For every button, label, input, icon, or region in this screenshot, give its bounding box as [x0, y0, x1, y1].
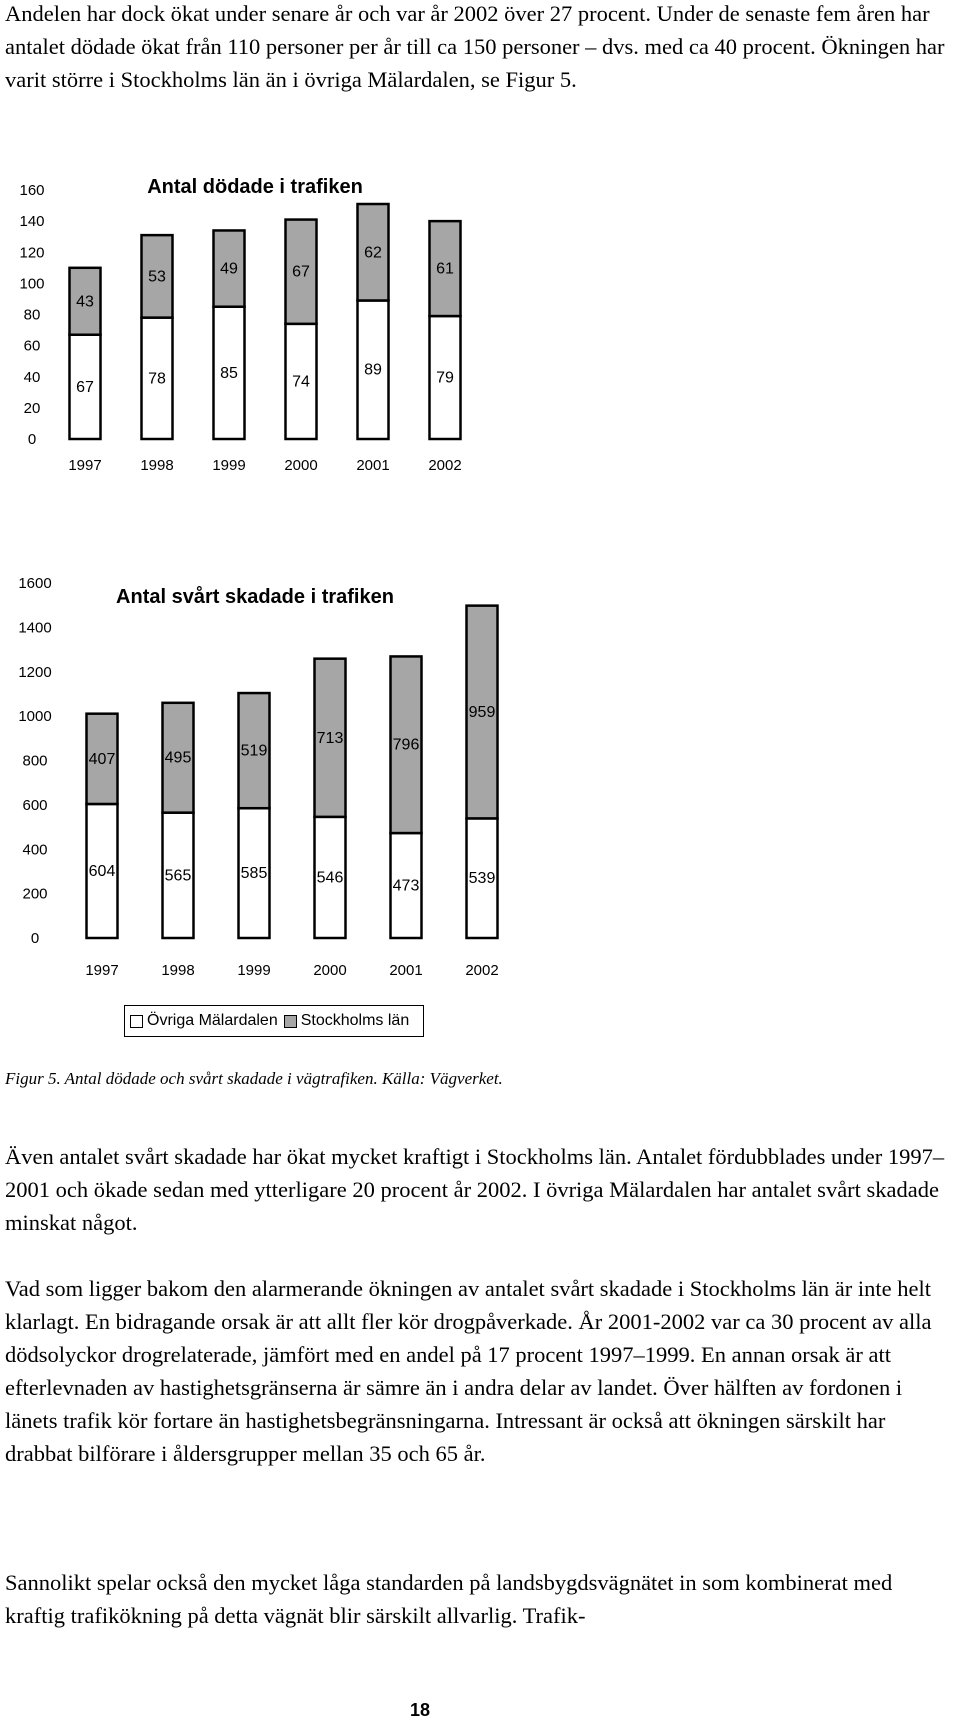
bar-value-label: 67 — [76, 378, 94, 396]
legend-swatch — [130, 1015, 143, 1028]
y-tick-label: 20 — [23, 399, 41, 417]
x-tick-label: 1999 — [212, 457, 246, 474]
bar-value-label: 89 — [364, 361, 382, 379]
bar-value-label: 78 — [148, 370, 166, 388]
page-number: 18 — [409, 1700, 431, 1720]
legend-swatch — [284, 1015, 297, 1028]
x-tick-label: 1998 — [161, 962, 195, 979]
y-tick-label: 600 — [22, 796, 48, 814]
y-tick-label: 1000 — [18, 708, 52, 726]
y-tick-label: 60 — [23, 337, 41, 355]
y-tick-label: 800 — [22, 752, 48, 770]
chart-title: Antal svårt skadade i trafiken — [116, 586, 394, 608]
x-tick-label: 2002 — [465, 962, 499, 979]
body-paragraph: Sannolikt spelar också den mycket låga standarden på landsbygdsvägnätet in som kombinerat med kraftig trafikökning på detta vägnät blir särskilt allvarlig. Trafik- — [5, 1570, 893, 1628]
y-tick-label: 120 — [19, 244, 45, 262]
bar-value-label: 53 — [148, 268, 166, 286]
bar-value-label: 565 — [164, 867, 192, 885]
bar-value-label: 67 — [292, 263, 310, 281]
chart-svart-skadade — [0, 555, 540, 985]
bar-value-label: 796 — [392, 736, 420, 754]
y-tick-label: 160 — [19, 182, 45, 199]
y-tick-label: 100 — [19, 275, 45, 293]
bar-value-label: 79 — [436, 369, 454, 387]
chart-dodade — [0, 155, 540, 525]
x-tick-label: 2000 — [284, 457, 318, 474]
intro-paragraph: Andelen har dock ökat under senare år och var år 2002 över 27 procent. Under de senaste fem åren har antalet dödade ökat från 110 personer per år till ca 150 personer – dvs. med ca 40 procent. Ökningen har varit större i Stockholms län än i övriga Mälardalen, se Figur 5. — [5, 1, 945, 92]
x-tick-label: 2002 — [428, 457, 462, 474]
legend-item-stockholm — [284, 1012, 410, 1030]
y-tick-label: 0 — [27, 431, 37, 448]
x-tick-label: 1998 — [140, 457, 174, 474]
bar-value-label: 585 — [240, 865, 268, 883]
bar-value-label: 959 — [468, 704, 496, 722]
bar-value-label: 407 — [88, 750, 116, 768]
y-tick-label: 140 — [19, 213, 45, 231]
bar-value-label: 473 — [392, 877, 420, 895]
bar-value-label: 74 — [292, 373, 310, 391]
bar-value-label: 495 — [164, 749, 192, 767]
x-tick-label: 1999 — [237, 962, 271, 979]
figure-caption: Figur 5. Antal dödade och svårt skadade i vägtrafiken. Källa: Vägverket. — [5, 1069, 503, 1088]
y-tick-label: 0 — [30, 930, 40, 947]
y-tick-label: 200 — [22, 885, 48, 903]
y-tick-label: 80 — [23, 306, 41, 324]
legend-label: Övriga Mälardalen — [147, 1012, 278, 1029]
x-tick-label: 2000 — [313, 962, 347, 979]
bar-value-label: 61 — [436, 260, 454, 278]
bar-value-label: 713 — [316, 729, 344, 747]
y-tick-label: 1400 — [18, 619, 52, 637]
chart-title: Antal dödade i trafiken — [147, 176, 363, 198]
bar-value-label: 85 — [220, 364, 238, 382]
bar-value-label: 43 — [76, 293, 94, 311]
body-paragraph: Vad som ligger bakom den alarmerande ökningen av antalet svårt skadade i Stockholms län är inte helt klarlagt. En bidragande orsak är att allt fler kör drogpåverkade. År 2001-2002 var ca 30 procent av alla dödsolyckor drogrelaterade, jämfört med en andel på 17 procent 1997–1999. En annan orsak är att efterlevnaden av hastighetsgränserna är sämre än i andra delar av landet. Över hälften av fordonen i länets trafik kör fortare än hastighetsbegränsningarna. Intressant är också att ökningen särskilt har drabbat bilförare i åldersgrupper mellan 35 och 65 år. — [5, 1276, 932, 1466]
y-tick-label: 1600 — [18, 575, 52, 592]
y-tick-label: 400 — [22, 841, 48, 859]
legend-label: Stockholms län — [300, 1012, 410, 1029]
body-paragraph: Även antalet svårt skadade har ökat mycket kraftigt i Stockholms län. Antalet fördubblades under 1997–2001 och ökade sedan med ytterligare 20 procent år 2002. I övriga Mälardalen har antalet svårt skadade minskat något. — [5, 1144, 945, 1235]
bar-value-label: 546 — [316, 869, 344, 887]
x-tick-label: 1997 — [85, 962, 119, 979]
bar-value-label: 604 — [88, 862, 116, 880]
y-tick-label: 40 — [23, 368, 41, 386]
x-tick-label: 2001 — [389, 962, 423, 979]
bar-value-label: 519 — [240, 742, 268, 760]
legend-item-ovriga — [130, 1012, 278, 1030]
bar-value-label: 539 — [468, 870, 496, 888]
bar-value-label: 62 — [364, 244, 382, 262]
x-tick-label: 1997 — [68, 457, 102, 474]
chart-legend — [124, 1005, 424, 1037]
y-tick-label: 1200 — [18, 663, 52, 681]
x-tick-label: 2001 — [356, 457, 390, 474]
bar-value-label: 49 — [220, 260, 238, 278]
